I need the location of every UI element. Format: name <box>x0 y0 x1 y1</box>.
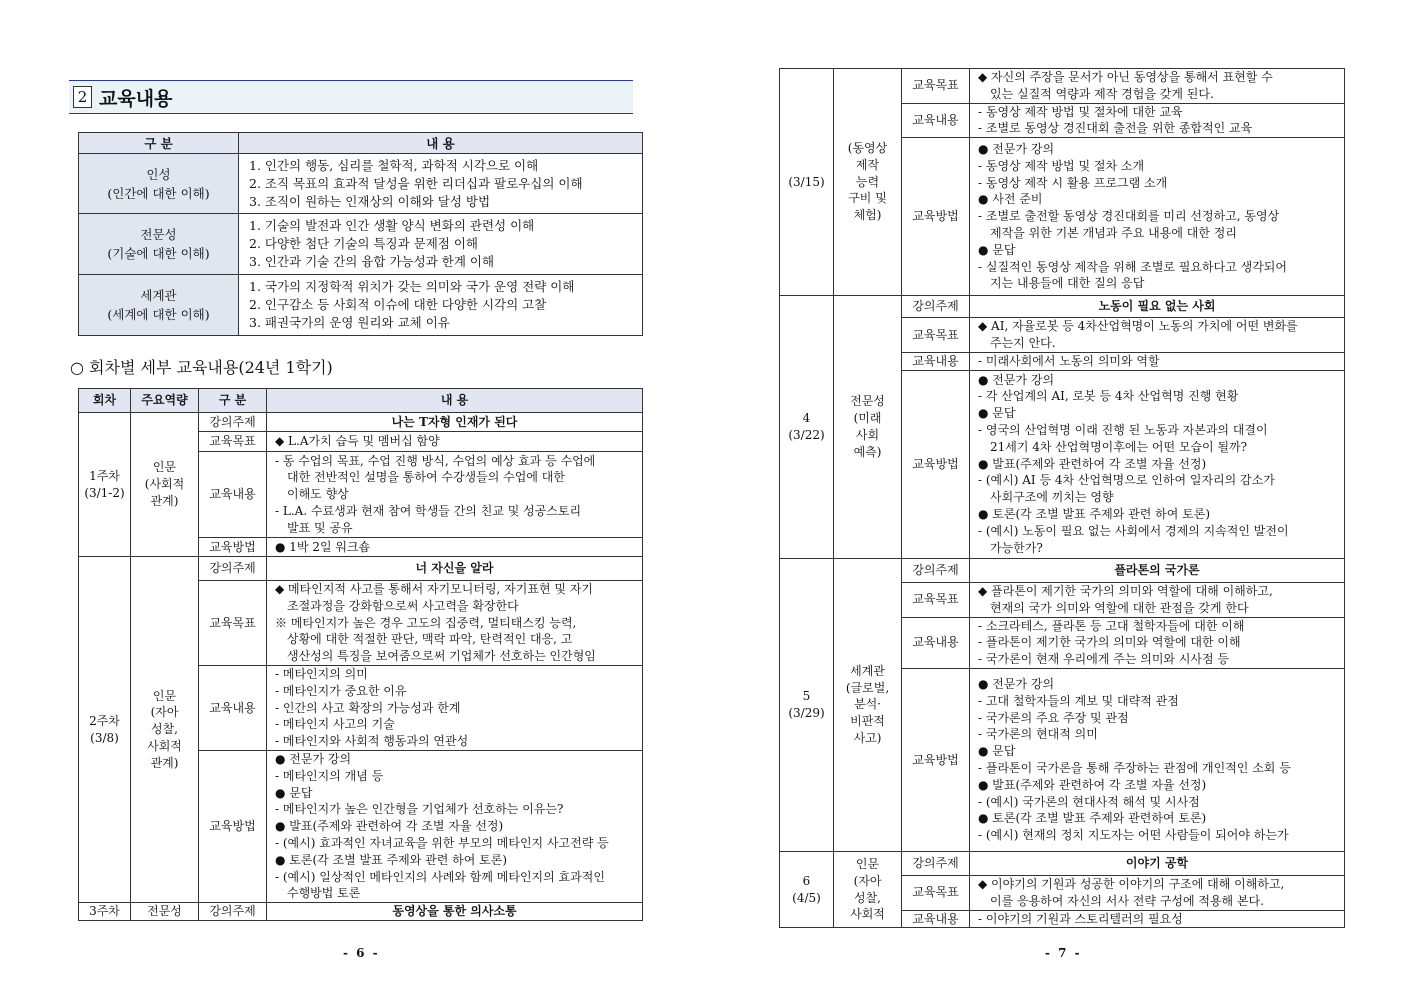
text-line: - 실질적인 동영상 제작을 위해 조별로 필요하다고 생각되어 <box>978 259 1287 274</box>
overview-item: 1. 인간의 행동, 심리를 철학적, 과학적 시각으로 이해 <box>249 157 539 173</box>
competency-cell <box>834 69 902 296</box>
text-line: ● 전문가 강의 <box>275 751 352 766</box>
overview-row <box>79 214 643 275</box>
text-line: ◆ 메타인지적 사고를 통해서 자기모니터링, 자기표현 및 자기 <box>275 582 593 596</box>
text-line: 전문성 <box>850 394 885 409</box>
topic-title: 나는 T자형 인재가 된다 <box>267 413 643 432</box>
overview-header-content: 내 용 <box>239 133 643 154</box>
text-line: 인문 <box>152 460 177 475</box>
text-line: 상황에 대한 적절한 판단, 맥락 파악, 탄력적인 대응, 고 <box>287 632 573 647</box>
text-line: - 이야기의 기원과 스토리텔러의 필요성 <box>978 911 1183 926</box>
text-line: 예측) <box>853 444 882 459</box>
text-line: 발표 및 공유 <box>287 520 353 535</box>
goal-cell <box>970 582 1345 617</box>
text-line: - 플라톤이 제기한 국가의 의미와 역할에 대한 이해 <box>978 635 1241 650</box>
label-topic: 강의주제 <box>902 851 970 875</box>
text-line: - (예시) 효과적인 자녀교육을 위한 부모의 메타인지 사고전략 등 <box>275 835 609 850</box>
method-cell <box>970 138 1345 296</box>
section-header <box>69 80 633 114</box>
text-line: - 동영상 제작 시 활용 프로그램 소개 <box>978 175 1168 190</box>
text-line: ◆ 플라톤이 제기한 국가의 의미와 역할에 대해 이해하고, <box>978 583 1273 598</box>
text-line: ◆ AI, 자율로봇 등 4차산업혁명이 노동의 가치에 어떤 변화를 <box>978 319 1298 334</box>
text-line: 인문 <box>855 857 880 872</box>
label-method: 교육방법 <box>902 668 970 851</box>
text-line: - 조별로 동영상 경진대회 출전을 위한 종합적인 교육 <box>978 121 1253 136</box>
goal-cell <box>970 875 1345 910</box>
text-line: ● 전문가 강의 <box>978 372 1055 387</box>
text-line: 제작을 위한 기본 개념과 주요 내용에 대한 정리 <box>990 226 1237 241</box>
competency-cell <box>131 413 199 557</box>
text-line: ● 전문가 강의 <box>978 142 1055 157</box>
goal-cell <box>267 432 643 452</box>
text-line: 이해도 향상 <box>287 487 349 502</box>
text-line: 능력 <box>855 174 880 189</box>
text-line: (글로벌, <box>845 680 890 695</box>
session-cell <box>79 413 131 557</box>
text-line: 제작 <box>855 157 880 172</box>
label-content: 교육내용 <box>902 617 970 668</box>
text-line: 생산성의 특징을 보여줌으로써 기업체가 선호하는 인간형임 <box>287 649 596 664</box>
topic-title: 너 자신을 알라 <box>267 557 643 581</box>
text-line: - 인간의 사고 확장의 가능성과 한계 <box>275 700 461 715</box>
content-cell <box>970 103 1345 138</box>
goal-cell <box>267 581 643 666</box>
text-line: 가능한가? <box>990 540 1043 555</box>
label-method: 교육방법 <box>199 538 267 557</box>
text-line: - 메타인지와 사회적 행동과의 연관성 <box>275 734 469 749</box>
label-goal: 교육목표 <box>902 318 970 353</box>
text-line: 수행방법 토론 <box>287 886 361 901</box>
text-line: 4 <box>802 411 811 426</box>
text-line: 있는 실질적 역량과 제작 경험을 갖게 된다. <box>990 86 1214 101</box>
label-topic: 강의주제 <box>199 413 267 432</box>
page-number-left: - 6 - <box>343 946 380 960</box>
text-line: - 메타인지의 의미 <box>275 666 368 681</box>
text-line: 사고) <box>853 730 882 745</box>
competency-cell <box>834 296 902 558</box>
text-line: 비판적 <box>850 714 885 729</box>
text-line: (3/22) <box>788 427 825 442</box>
overview-item: 3. 조직이 원하는 인재상의 이해와 달성 방법 <box>249 193 491 209</box>
text-line: (4/5) <box>792 890 821 905</box>
overview-item: 1. 기술의 발전과 인간 생활 양식 변화의 관련성 이해 <box>249 218 535 233</box>
text-line: (미래 <box>853 411 882 426</box>
text-line: 인문 <box>152 688 177 703</box>
text-line: ● 문답 <box>275 785 313 800</box>
label-topic: 강의주제 <box>199 557 267 581</box>
text-line: - 메타인지의 개념 등 <box>275 768 384 783</box>
schedule-subheading: ○ 회차별 세부 교육내용(24년 1학기) <box>70 358 333 377</box>
text-line: - 플라톤이 국가론을 통해 주장하는 관점에 개인적인 소회 등 <box>978 760 1291 775</box>
text-line: 대한 전반적인 설명을 통하여 수강생들의 수업에 대한 <box>287 470 565 485</box>
label-content: 교육내용 <box>199 452 267 538</box>
goal-cell <box>970 69 1345 104</box>
session-cell <box>780 851 834 927</box>
text-line: - (예시) 노동이 필요 없는 사회에서 경제의 지속적인 발전이 <box>978 523 1289 538</box>
session-cell <box>780 296 834 558</box>
label-content: 교육내용 <box>199 665 267 750</box>
text-line: - 소크라테스, 플라톤 등 고대 철학자들에 대한 이해 <box>978 618 1245 633</box>
text-line: ● 토론(각 조별 발표 주제와 관련 하여 토론) <box>978 507 1211 522</box>
header-competency: 주요역량 <box>131 389 199 413</box>
text-line: 사회적 <box>850 907 885 922</box>
overview-cat: 인성 <box>146 166 171 182</box>
section-number: 2 <box>73 86 92 108</box>
content-cell <box>970 617 1345 668</box>
overview-item: 3. 패권국가의 운영 원리와 교체 이유 <box>249 315 450 330</box>
text-line: ● 발표(주제와 관련하여 각 조별 자율 선정) <box>275 819 504 834</box>
session-cell: 3주차 <box>79 903 131 921</box>
topic-title: 플라톤의 국가론 <box>970 558 1345 582</box>
text-line: - (예시) AI 등 4차 산업혁명으로 인하여 일자리의 감소가 <box>978 473 1275 488</box>
topic-title: 노동이 필요 없는 사회 <box>970 296 1345 318</box>
label-content: 교육내용 <box>902 103 970 138</box>
page-number-right: - 7 - <box>1045 946 1082 960</box>
text-line: 주는지 안다. <box>990 335 1056 350</box>
text-line: ● 전문가 강의 <box>978 676 1055 691</box>
text-line: 현재의 국가 의미와 역할에 대한 관점을 갖게 한다 <box>990 600 1249 615</box>
competency-cell: 전문성 <box>131 903 199 921</box>
text-line: - 동영상 제작 방법 및 절차 소개 <box>978 158 1145 173</box>
label-content: 교육내용 <box>902 910 970 928</box>
text-line: ● 토론(각 조별 발표 주제와 관련 하여 토론) <box>275 852 508 867</box>
text-line: (자아 <box>853 873 882 888</box>
text-line: - (예시) 현재의 정치 지도자는 어떤 사람들이 되어야 하는가 <box>978 828 1289 843</box>
text-line: 사회적 <box>147 738 182 753</box>
competency-cell <box>834 558 902 851</box>
competency-cell <box>834 851 902 927</box>
text-line: - 국가론의 주요 주장 및 관점 <box>978 710 1129 725</box>
goal-cell <box>970 318 1345 353</box>
overview-cat: 세계관 <box>140 288 177 303</box>
content-cell <box>267 665 643 750</box>
header-content: 내 용 <box>267 389 643 413</box>
overview-row <box>79 154 643 214</box>
session-cell <box>79 557 131 903</box>
text-line: (3/1-2) <box>84 485 125 500</box>
text-line: ◆ L.A가치 습득 및 멤버십 함양 <box>275 434 440 449</box>
text-line: 21세기 4차 산업혁명이후에는 어떤 모습이 될까? <box>990 439 1248 454</box>
section-title: 교육내용 <box>99 88 173 110</box>
text-line: 관계) <box>150 493 179 508</box>
text-line: - 미래사회에서 노동의 의미와 역할 <box>978 353 1160 368</box>
label-method: 교육방법 <box>902 370 970 558</box>
text-line: - 메타인지가 높은 인간형을 기업체가 선호하는 이유는? <box>275 802 564 817</box>
label-content: 교육내용 <box>902 352 970 370</box>
text-line: - 동 수업의 목표, 수업 진행 방식, 수업의 예상 효과 등 수업에 <box>275 453 596 468</box>
text-line: - 국가론의 현대적 의미 <box>978 727 1098 742</box>
overview-row <box>79 275 643 336</box>
text-line: - L.A. 수료생과 현재 참여 학생들 간의 친교 및 성공스토리 <box>275 503 582 518</box>
text-line: 5 <box>802 688 811 703</box>
overview-item: 2. 인구감소 등 사회적 이슈에 대한 다양한 시각의 고찰 <box>249 297 547 312</box>
label-goal: 교육목표 <box>902 875 970 910</box>
overview-item: 3. 인간과 기술 간의 융합 가능성과 한계 이해 <box>249 254 495 269</box>
topic-title: 이야기 공학 <box>970 851 1345 875</box>
method-cell <box>970 668 1345 851</box>
overview-cat-sub: (세계에 대한 이해) <box>107 307 210 322</box>
text-line: 조절과정을 강화함으로써 사고력을 확장한다 <box>287 598 519 613</box>
text-line: - (예시) 국가론의 현대사적 해석 및 시사점 <box>978 794 1200 809</box>
overview-cat: 전문성 <box>140 227 177 242</box>
text-line: ◆ 자신의 주장을 문서가 아닌 동영상을 통해서 표현할 수 <box>978 70 1273 84</box>
text-line: (3/29) <box>788 705 825 720</box>
text-line: 이를 응용하여 자신의 서사 전략 구성에 적용해 본다. <box>990 893 1264 908</box>
text-line: 성찰, <box>854 890 881 905</box>
overview-cat-sub: (기술에 대한 이해) <box>107 246 210 261</box>
text-line: 관계) <box>150 755 179 770</box>
content-cell <box>267 452 643 538</box>
label-topic: 강의주제 <box>902 558 970 582</box>
header-session: 회차 <box>79 389 131 413</box>
text-line: 분석· <box>854 697 881 712</box>
text-line: ● 발표(주제와 관련하여 각 조별 자율 선정) <box>978 456 1207 471</box>
text-line: - 영국의 산업혁명 이래 진행 된 노동과 자본과의 대결이 <box>978 423 1268 438</box>
text-line: - 메타인지가 중요한 이유 <box>275 683 407 698</box>
text-line: (사회적 <box>144 477 185 492</box>
text-line: 성찰, <box>151 722 178 737</box>
text-line: (동영상 <box>847 141 888 156</box>
method-cell <box>970 370 1345 558</box>
text-line: (자아 <box>150 705 179 720</box>
text-line: ◆ 이야기의 기원과 성공한 이야기의 구조에 대해 이해하고, <box>978 876 1285 891</box>
method-cell <box>267 750 643 902</box>
text-line: 6 <box>802 873 811 888</box>
overview-item: 2. 조직 목표의 효과적 달성을 위한 리더십과 팔로우십의 이해 <box>249 175 583 191</box>
text-line: ● 문답 <box>978 242 1016 257</box>
text-line: ● 토론(각 조별 발표 주제와 관련하여 토론) <box>978 811 1207 826</box>
text-line: 1주차 <box>89 468 120 483</box>
label-goal: 교육목표 <box>902 69 970 104</box>
text-line: ※ 메타인지가 높은 경우 고도의 집중력, 멀티태스킹 능력, <box>275 615 577 630</box>
label-method: 교육방법 <box>199 750 267 902</box>
label-topic: 강의주제 <box>902 296 970 318</box>
text-line: 사회 <box>855 427 880 442</box>
session-cell: (3/15) <box>780 69 834 296</box>
competency-cell <box>131 557 199 903</box>
text-line: - 국가론이 현재 우리에게 주는 의미와 시사점 등 <box>978 652 1230 667</box>
text-line: ● 사전 준비 <box>978 192 1043 207</box>
text-line: - 동영상 제작 방법 및 절차에 대한 교육 <box>978 104 1183 119</box>
content-cell <box>970 910 1345 928</box>
schedule-table-right <box>779 68 1345 928</box>
text-line: - 각 산업계의 AI, 로봇 등 4차 산업혁명 진행 현황 <box>978 389 1239 404</box>
text-line: (3/8) <box>90 730 119 745</box>
label-method: 교육방법 <box>902 138 970 296</box>
label-goal: 교육목표 <box>199 581 267 666</box>
text-line: 2주차 <box>89 713 120 728</box>
overview-item: 2. 다양한 첨단 기술의 특징과 문제점 이해 <box>249 236 478 251</box>
session-cell <box>780 558 834 851</box>
text-line: - (예시) 일상적인 메타인지의 사례와 함께 메타인지의 효과적인 <box>275 869 605 884</box>
label-topic: 강의주제 <box>199 903 267 921</box>
label-goal: 교육목표 <box>199 432 267 452</box>
text-line: 지는 내용들에 대한 질의 응답 <box>990 276 1145 291</box>
text-line: ● 발표(주제와 관련하여 각 조별 자율 선정) <box>978 777 1207 792</box>
text-line: 사회구조에 끼치는 영향 <box>990 490 1114 505</box>
overview-header-category: 구 분 <box>79 133 239 154</box>
content-cell <box>970 352 1345 370</box>
schedule-table-left <box>78 388 643 921</box>
overview-item: 1. 국가의 지정학적 위치가 갖는 의미와 국가 운영 전략 이해 <box>249 279 575 294</box>
text-line: 세계관 <box>850 663 885 678</box>
text-line: ● 문답 <box>978 744 1016 759</box>
text-line: - 고대 철학자들의 계보 및 대략적 관점 <box>978 693 1179 708</box>
text-line: ● 문답 <box>978 406 1016 421</box>
topic-title: 동영상을 통한 의사소통 <box>267 903 643 921</box>
text-line: 체험) <box>853 208 882 223</box>
text-line: ● 1박 2일 워크숍 <box>275 539 371 554</box>
text-line: - 메타인지 사고의 기술 <box>275 717 395 732</box>
overview-cat-sub: (인간에 대한 이해) <box>107 185 210 201</box>
text-line: - 조별로 출전할 동영상 경진대회를 미리 선정하고, 동영상 <box>978 209 1280 224</box>
text-line: 구비 및 <box>848 191 887 206</box>
overview-table <box>78 132 643 336</box>
method-cell <box>267 538 643 557</box>
label-goal: 교육목표 <box>902 582 970 617</box>
header-category: 구 분 <box>199 389 267 413</box>
